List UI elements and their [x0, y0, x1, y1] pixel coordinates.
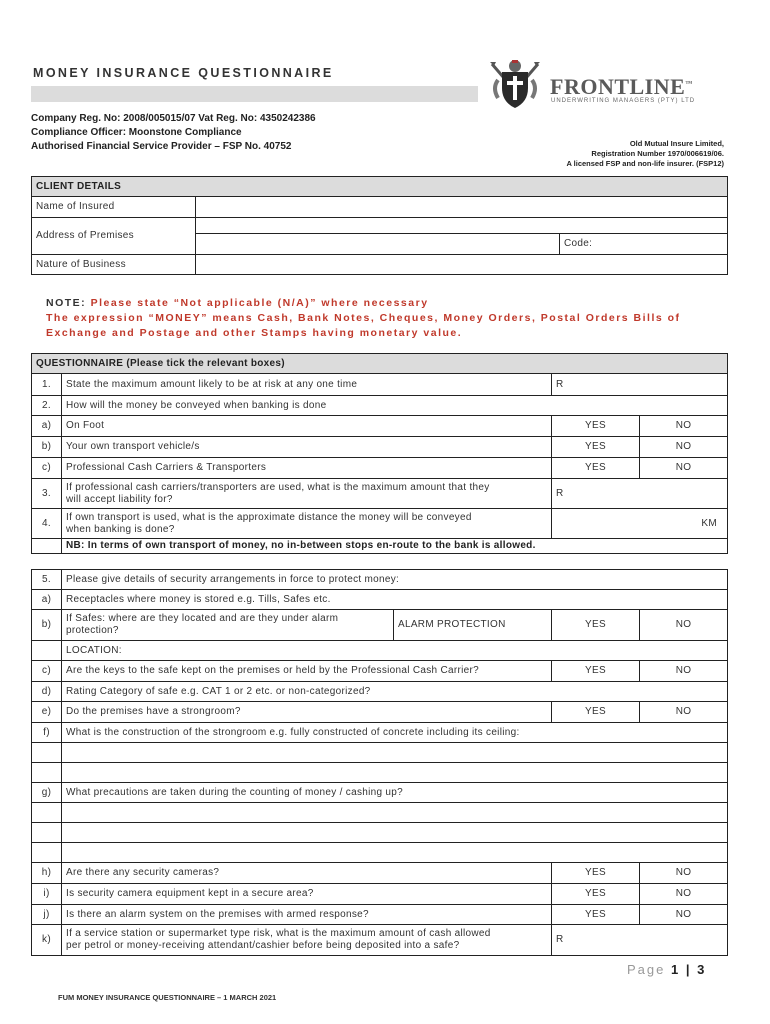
questionnaire-table	[31, 353, 728, 554]
insurer-details	[566, 139, 724, 169]
question-text: What is the construction of the strongroom e.g. fully constructed of concrete including its ceiling:	[62, 723, 728, 743]
question-line: If own transport is used, what is the approximate distance the money will be conveyed	[66, 511, 472, 523]
compliance-line: Compliance Officer: Moonstone Compliance	[31, 127, 242, 138]
yes-checkbox[interactable]: YES	[552, 702, 640, 723]
fsp-line: Authorised Financial Service Provider – FSP No. 40752	[31, 141, 292, 152]
client-details-heading: CLIENT DETAILS	[32, 177, 728, 197]
question-number: g)	[32, 783, 62, 803]
yes-checkbox[interactable]: YES	[552, 863, 640, 884]
question-text: Professional Cash Carriers & Transporters	[62, 458, 552, 479]
question-number: i)	[32, 884, 62, 905]
knight-crest-logo	[486, 58, 544, 110]
question-number: f)	[32, 723, 62, 743]
note-text: Please state “Not applicable (N/A)” where necessary	[86, 297, 429, 309]
question-text	[62, 925, 552, 956]
no-checkbox[interactable]: NO	[640, 437, 728, 458]
no-checkbox[interactable]: NO	[640, 884, 728, 905]
insurer-line: Registration Number 1970/006619/06.	[591, 149, 724, 158]
client-details-table	[31, 176, 728, 275]
nb-blank	[32, 539, 62, 554]
question-number: b)	[32, 610, 62, 641]
answer-field[interactable]	[62, 763, 728, 783]
insurer-line: Old Mutual Insure Limited,	[629, 139, 724, 148]
company-registration	[31, 112, 316, 154]
question-text: Is security camera equipment kept in a secure area?	[62, 884, 552, 905]
question-number: 2.	[32, 396, 62, 416]
note-block	[46, 296, 681, 341]
question-line: when banking is done?	[66, 523, 175, 535]
question-text	[62, 610, 394, 641]
question-text: What precautions are taken during the counting of money / cashing up?	[62, 783, 728, 803]
currency-label: R	[556, 487, 564, 499]
location-field[interactable]: LOCATION:	[62, 641, 728, 661]
nb-note: NB: In terms of own transport of money, no in-between stops en-route to the bank is allowed.	[62, 539, 728, 554]
reg-line: Company Reg. No: 2008/005015/07 Vat Reg. No: 4350242386	[31, 113, 316, 124]
answer-field[interactable]	[62, 843, 728, 863]
question-number: h)	[32, 863, 62, 884]
question-number: j)	[32, 905, 62, 925]
question-number: k)	[32, 925, 62, 956]
answer-field[interactable]	[62, 803, 728, 823]
page-title: MONEY INSURANCE QUESTIONNAIRE	[33, 66, 334, 80]
questionnaire-heading: QUESTIONNAIRE (Please tick the relevant boxes)	[32, 354, 728, 374]
question-number: 1.	[32, 374, 62, 396]
logo-name: FRONTLINE™	[550, 74, 693, 99]
current-page: 1	[671, 962, 681, 977]
cash-limit-field[interactable]	[552, 925, 728, 956]
alarm-protection-label: ALARM PROTECTION	[394, 610, 552, 641]
frontline-logo	[478, 58, 748, 110]
page-number	[627, 962, 706, 977]
question-number: d)	[32, 682, 62, 702]
distance-field[interactable]	[552, 509, 728, 539]
question-line: will accept liability for?	[66, 493, 173, 505]
yes-checkbox[interactable]: YES	[552, 905, 640, 925]
document-footer: FUM MONEY INSURANCE QUESTIONNAIRE – 1 MARCH 2021	[58, 993, 277, 1002]
no-checkbox[interactable]: NO	[640, 661, 728, 682]
logo-subtitle: UNDERWRITING MANAGERS (PTY) LTD	[551, 98, 696, 104]
question-line: If professional cash carriers/transporters are used, what is the maximum amount that they	[66, 481, 490, 493]
question-text: State the maximum amount likely to be at risk at any one time	[62, 374, 552, 396]
question-text: Rating Category of safe e.g. CAT 1 or 2 etc. or non-categorized?	[62, 682, 728, 702]
max-amount-field[interactable]	[552, 374, 728, 396]
question-line: If Safes: where are they located and are they under alarm	[66, 613, 339, 624]
page-label: Page	[627, 962, 666, 977]
page-separator: |	[680, 962, 698, 977]
note-line	[46, 296, 681, 311]
currency-label: R	[556, 378, 564, 390]
question-text	[62, 479, 552, 509]
security-table	[31, 569, 728, 956]
question-number: 3.	[32, 479, 62, 509]
note-text: Exchange and Postage and other Stamps having monetary value.	[46, 327, 463, 339]
no-checkbox[interactable]: NO	[640, 416, 728, 437]
question-text: Your own transport vehicle/s	[62, 437, 552, 458]
total-pages: 3	[697, 962, 707, 977]
question-number: c)	[32, 458, 62, 479]
no-checkbox[interactable]: NO	[640, 863, 728, 884]
question-line: per petrol or money-receiving attendant/cashier before being deposited into a safe?	[66, 940, 460, 951]
note-text: The expression “MONEY” means Cash, Bank Notes, Cheques, Money Orders, Postal Orders Bills of	[46, 312, 681, 324]
question-line: If a service station or supermarket type risk, what is the maximum amount of cash allowed	[66, 928, 491, 939]
row-blank	[32, 641, 62, 661]
address-field[interactable]	[196, 218, 728, 234]
carrier-liability-field[interactable]	[552, 479, 728, 509]
no-checkbox[interactable]: NO	[640, 610, 728, 641]
answer-field[interactable]	[62, 743, 728, 763]
postal-code-field[interactable]	[560, 234, 728, 255]
question-number: a)	[32, 416, 62, 437]
no-checkbox[interactable]: NO	[640, 905, 728, 925]
yes-checkbox[interactable]: YES	[552, 437, 640, 458]
trademark: ™	[685, 79, 693, 88]
address-field-line2[interactable]	[196, 234, 560, 255]
code-label: Code:	[564, 238, 593, 249]
question-number: e)	[32, 702, 62, 723]
question-text: Is there an alarm system on the premises with armed response?	[62, 905, 552, 925]
question-text: Please give details of security arrangements in force to protect money:	[62, 570, 728, 590]
yes-checkbox[interactable]: YES	[552, 661, 640, 682]
question-number: 4.	[32, 509, 62, 539]
row-blank	[32, 803, 62, 823]
km-label: KM	[701, 517, 717, 529]
question-text	[62, 509, 552, 539]
question-text: Are the keys to the safe kept on the premises or held by the Professional Cash Carrier?	[62, 661, 552, 682]
name-of-insured-field[interactable]	[196, 197, 728, 218]
question-number: b)	[32, 437, 62, 458]
question-text: On Foot	[62, 416, 552, 437]
question-text: Do the premises have a strongroom?	[62, 702, 552, 723]
row-blank	[32, 823, 62, 843]
answer-field[interactable]	[62, 823, 728, 843]
question-text: Are there any security cameras?	[62, 863, 552, 884]
row-blank	[32, 763, 62, 783]
yes-checkbox[interactable]: YES	[552, 416, 640, 437]
yes-checkbox[interactable]: YES	[552, 458, 640, 479]
question-text: Receptacles where money is stored e.g. Tills, Safes etc.	[62, 590, 728, 610]
insurer-line: A licensed FSP and non-life insurer. (FSP12)	[566, 159, 724, 168]
name-of-insured-label: Name of Insured	[32, 197, 196, 218]
question-line: protection?	[66, 625, 119, 636]
no-checkbox[interactable]: NO	[640, 702, 728, 723]
row-blank	[32, 743, 62, 763]
nature-of-business-label: Nature of Business	[32, 255, 196, 275]
no-checkbox[interactable]: NO	[640, 458, 728, 479]
question-number: 5.	[32, 570, 62, 590]
question-number: c)	[32, 661, 62, 682]
question-number: a)	[32, 590, 62, 610]
yes-checkbox[interactable]: YES	[552, 610, 640, 641]
yes-checkbox[interactable]: YES	[552, 884, 640, 905]
nature-of-business-field[interactable]	[196, 255, 728, 275]
row-blank	[32, 843, 62, 863]
question-text: How will the money be conveyed when banking is done	[62, 396, 728, 416]
address-label: Address of Premises	[32, 218, 196, 255]
currency-label: R	[556, 934, 564, 945]
note-lead: NOTE:	[46, 297, 87, 309]
